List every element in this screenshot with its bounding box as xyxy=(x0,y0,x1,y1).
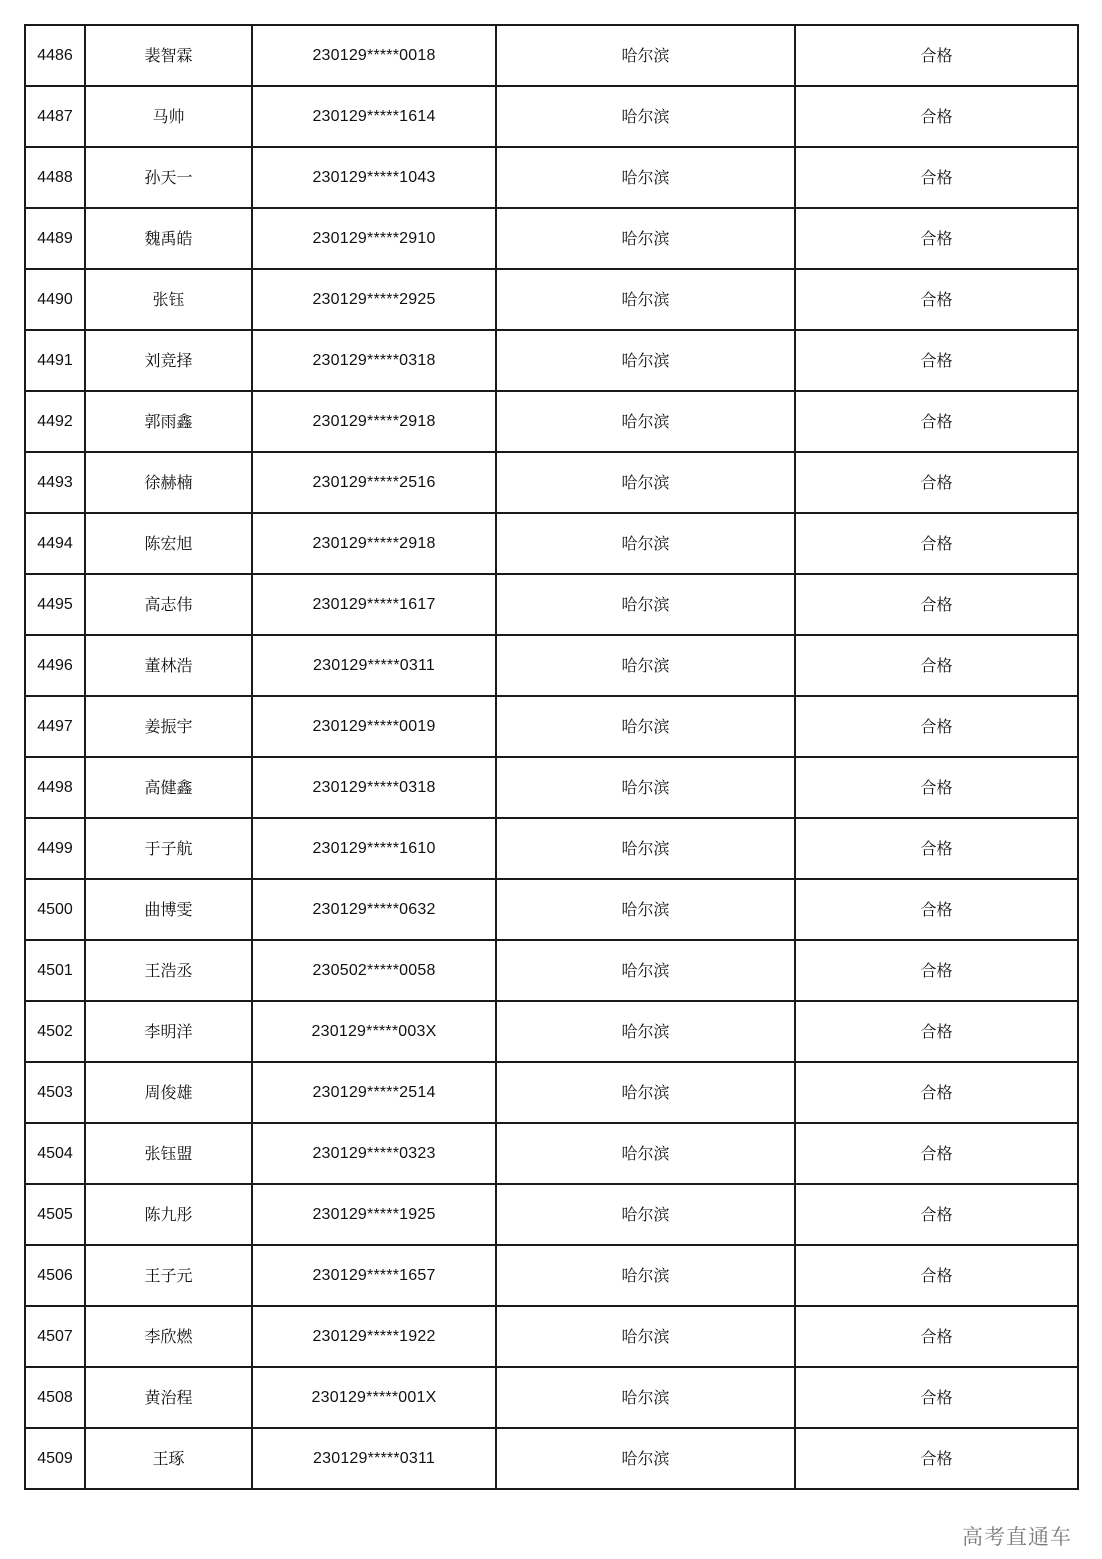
id-number: 230502*****0058 xyxy=(252,940,496,1001)
row-number: 4493 xyxy=(25,452,85,513)
city: 哈尔滨 xyxy=(496,1367,795,1428)
id-number: 230129*****0019 xyxy=(252,696,496,757)
city: 哈尔滨 xyxy=(496,1001,795,1062)
table-row xyxy=(25,1245,1078,1306)
candidate-name: 姜振宇 xyxy=(85,696,252,757)
row-number: 4491 xyxy=(25,330,85,391)
result: 合格 xyxy=(795,1306,1078,1367)
table-row xyxy=(25,879,1078,940)
city: 哈尔滨 xyxy=(496,574,795,635)
city: 哈尔滨 xyxy=(496,86,795,147)
row-number: 4488 xyxy=(25,147,85,208)
table-row xyxy=(25,1367,1078,1428)
city: 哈尔滨 xyxy=(496,879,795,940)
id-number: 230129*****1610 xyxy=(252,818,496,879)
table-row xyxy=(25,1001,1078,1062)
row-number: 4499 xyxy=(25,818,85,879)
candidate-name: 陈九彤 xyxy=(85,1184,252,1245)
table-row xyxy=(25,330,1078,391)
city: 哈尔滨 xyxy=(496,269,795,330)
city: 哈尔滨 xyxy=(496,1184,795,1245)
candidate-name: 高志伟 xyxy=(85,574,252,635)
candidate-name: 刘竞择 xyxy=(85,330,252,391)
candidate-name: 王琢 xyxy=(85,1428,252,1489)
table-row xyxy=(25,452,1078,513)
table-row xyxy=(25,391,1078,452)
table-row xyxy=(25,147,1078,208)
id-number: 230129*****0311 xyxy=(252,1428,496,1489)
candidate-name: 高健鑫 xyxy=(85,757,252,818)
row-number: 4487 xyxy=(25,86,85,147)
row-number: 4509 xyxy=(25,1428,85,1489)
result: 合格 xyxy=(795,696,1078,757)
result: 合格 xyxy=(795,1367,1078,1428)
result: 合格 xyxy=(795,1428,1078,1489)
candidate-name: 王浩丞 xyxy=(85,940,252,1001)
result: 合格 xyxy=(795,635,1078,696)
id-number: 230129*****001X xyxy=(252,1367,496,1428)
table-row xyxy=(25,940,1078,1001)
city: 哈尔滨 xyxy=(496,330,795,391)
city: 哈尔滨 xyxy=(496,1306,795,1367)
candidate-name: 裴智霖 xyxy=(85,25,252,86)
result: 合格 xyxy=(795,391,1078,452)
row-number: 4506 xyxy=(25,1245,85,1306)
row-number: 4503 xyxy=(25,1062,85,1123)
row-number: 4500 xyxy=(25,879,85,940)
candidate-name: 王子元 xyxy=(85,1245,252,1306)
result: 合格 xyxy=(795,513,1078,574)
result: 合格 xyxy=(795,574,1078,635)
result: 合格 xyxy=(795,86,1078,147)
city: 哈尔滨 xyxy=(496,208,795,269)
city: 哈尔滨 xyxy=(496,1428,795,1489)
table-row xyxy=(25,269,1078,330)
candidate-name: 张钰盟 xyxy=(85,1123,252,1184)
result: 合格 xyxy=(795,25,1078,86)
table-row xyxy=(25,86,1078,147)
result: 合格 xyxy=(795,452,1078,513)
id-number: 230129*****1925 xyxy=(252,1184,496,1245)
city: 哈尔滨 xyxy=(496,1123,795,1184)
row-number: 4505 xyxy=(25,1184,85,1245)
candidate-name: 张钰 xyxy=(85,269,252,330)
row-number: 4492 xyxy=(25,391,85,452)
results-table xyxy=(24,24,1079,1490)
table-row xyxy=(25,1306,1078,1367)
result: 合格 xyxy=(795,208,1078,269)
row-number: 4501 xyxy=(25,940,85,1001)
result: 合格 xyxy=(795,330,1078,391)
candidate-name: 于子航 xyxy=(85,818,252,879)
id-number: 230129*****1043 xyxy=(252,147,496,208)
candidate-name: 孙天一 xyxy=(85,147,252,208)
id-number: 230129*****2925 xyxy=(252,269,496,330)
row-number: 4490 xyxy=(25,269,85,330)
result: 合格 xyxy=(795,818,1078,879)
table-row xyxy=(25,208,1078,269)
watermark: 高考直通车 xyxy=(960,1521,1074,1551)
candidate-name: 徐赫楠 xyxy=(85,452,252,513)
row-number: 4508 xyxy=(25,1367,85,1428)
table-row xyxy=(25,574,1078,635)
row-number: 4497 xyxy=(25,696,85,757)
id-number: 230129*****1657 xyxy=(252,1245,496,1306)
id-number: 230129*****1922 xyxy=(252,1306,496,1367)
row-number: 4489 xyxy=(25,208,85,269)
candidate-name: 董林浩 xyxy=(85,635,252,696)
table-row xyxy=(25,1123,1078,1184)
row-number: 4498 xyxy=(25,757,85,818)
city: 哈尔滨 xyxy=(496,757,795,818)
table-row xyxy=(25,513,1078,574)
id-number: 230129*****0323 xyxy=(252,1123,496,1184)
city: 哈尔滨 xyxy=(496,25,795,86)
result: 合格 xyxy=(795,1184,1078,1245)
id-number: 230129*****2918 xyxy=(252,391,496,452)
results-table-container xyxy=(24,24,1077,1490)
result: 合格 xyxy=(795,879,1078,940)
row-number: 4486 xyxy=(25,25,85,86)
id-number: 230129*****0632 xyxy=(252,879,496,940)
id-number: 230129*****1617 xyxy=(252,574,496,635)
table-row xyxy=(25,1428,1078,1489)
candidate-name: 魏禹皓 xyxy=(85,208,252,269)
table-row xyxy=(25,1062,1078,1123)
id-number: 230129*****1614 xyxy=(252,86,496,147)
id-number: 230129*****2516 xyxy=(252,452,496,513)
candidate-name: 李欣燃 xyxy=(85,1306,252,1367)
table-row xyxy=(25,1184,1078,1245)
id-number: 230129*****0318 xyxy=(252,330,496,391)
city: 哈尔滨 xyxy=(496,1062,795,1123)
result: 合格 xyxy=(795,1123,1078,1184)
result: 合格 xyxy=(795,147,1078,208)
candidate-name: 周俊雄 xyxy=(85,1062,252,1123)
id-number: 230129*****2514 xyxy=(252,1062,496,1123)
result: 合格 xyxy=(795,757,1078,818)
result: 合格 xyxy=(795,940,1078,1001)
row-number: 4502 xyxy=(25,1001,85,1062)
city: 哈尔滨 xyxy=(496,635,795,696)
id-number: 230129*****0318 xyxy=(252,757,496,818)
result: 合格 xyxy=(795,269,1078,330)
id-number: 230129*****003X xyxy=(252,1001,496,1062)
table-row xyxy=(25,25,1078,86)
city: 哈尔滨 xyxy=(496,513,795,574)
id-number: 230129*****2918 xyxy=(252,513,496,574)
city: 哈尔滨 xyxy=(496,1245,795,1306)
city: 哈尔滨 xyxy=(496,147,795,208)
result: 合格 xyxy=(795,1245,1078,1306)
id-number: 230129*****2910 xyxy=(252,208,496,269)
candidate-name: 郭雨鑫 xyxy=(85,391,252,452)
city: 哈尔滨 xyxy=(496,818,795,879)
city: 哈尔滨 xyxy=(496,391,795,452)
candidate-name: 陈宏旭 xyxy=(85,513,252,574)
candidate-name: 黄治程 xyxy=(85,1367,252,1428)
table-row xyxy=(25,757,1078,818)
row-number: 4507 xyxy=(25,1306,85,1367)
row-number: 4504 xyxy=(25,1123,85,1184)
table-row xyxy=(25,696,1078,757)
table-row xyxy=(25,635,1078,696)
city: 哈尔滨 xyxy=(496,940,795,1001)
city: 哈尔滨 xyxy=(496,696,795,757)
candidate-name: 马帅 xyxy=(85,86,252,147)
row-number: 4494 xyxy=(25,513,85,574)
candidate-name: 李明洋 xyxy=(85,1001,252,1062)
candidate-name: 曲博雯 xyxy=(85,879,252,940)
row-number: 4495 xyxy=(25,574,85,635)
city: 哈尔滨 xyxy=(496,452,795,513)
result: 合格 xyxy=(795,1062,1078,1123)
id-number: 230129*****0018 xyxy=(252,25,496,86)
table-row xyxy=(25,818,1078,879)
result: 合格 xyxy=(795,1001,1078,1062)
id-number: 230129*****0311 xyxy=(252,635,496,696)
row-number: 4496 xyxy=(25,635,85,696)
